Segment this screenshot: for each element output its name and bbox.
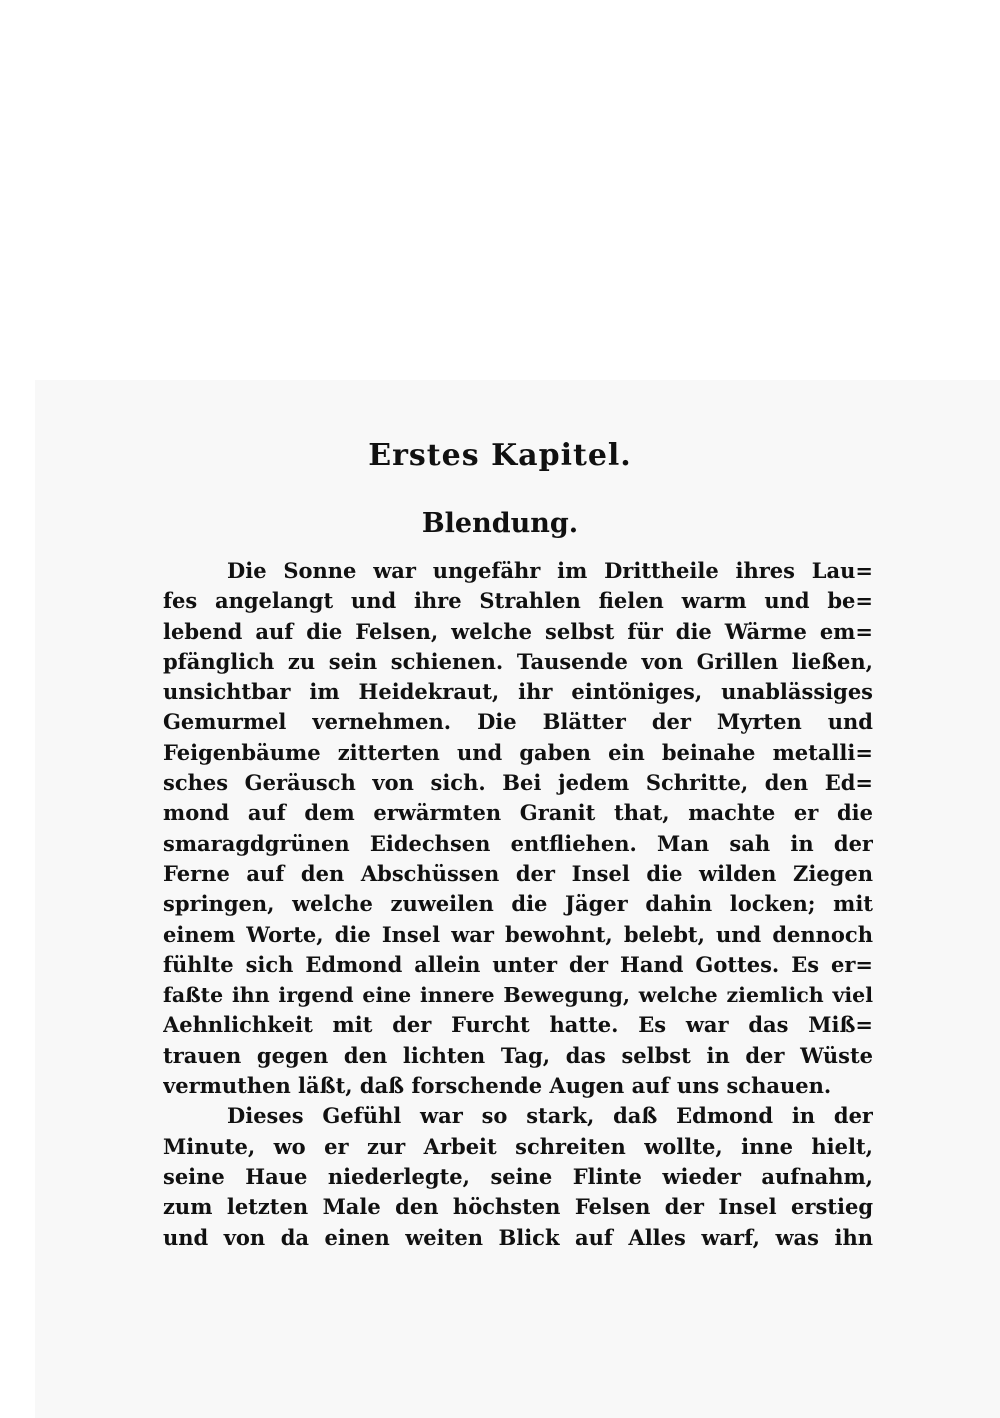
text-line: lebend auf die Felsen, welche selbst für die Wärme em= [163,618,873,644]
text-line: Dieses Gefühl war so stark, daß Edmond in der [227,1103,873,1129]
text-line: Minute, wo er zur Arbeit schreiten wollte, inne hielt, [163,1133,873,1159]
text-line: Ferne auf den Abschüssen der Insel die wilden Ziegen [163,860,873,886]
text-line: seine Haue niederlegte, seine Flinte wieder aufnahm, [163,1163,873,1189]
text-line: faßte ihn irgend eine innere Bewegung, welche ziemlich viel [163,983,873,1008]
text-line: Feigenbäume zitterten und gaben ein beinahe metalli= [163,739,873,765]
body-text [163,556,873,1253]
text-line: unsichtbar im Heidekraut, ihr eintöniges, unablässiges [163,679,873,705]
chapter-title: Erstes Kapitel. [368,438,632,473]
text-line: einem Worte, die Insel war bewohnt, belebt, und dennoch [163,921,873,947]
chapter-subtitle: Blendung. [421,508,579,539]
text-line: und von da einen weiten Blick auf Alles warf, was ihn [163,1224,873,1250]
text-line: springen, welche zuweilen die Jäger dahin locken; mit [163,891,873,917]
text-line: trauen gegen den lichten Tag, das selbst in der Wüste [163,1042,873,1068]
text-line: vermuthen läßt, daß forschende Augen auf uns schauen. [163,1073,832,1099]
text-line: smaragdgrünen Eidechsen entfliehen. Man sah in der [163,830,873,856]
text-line: Gemurmel vernehmen. Die Blätter der Myrten und [163,709,873,735]
text-line: fes angelangt und ihre Strahlen fielen warm und be= [163,588,873,614]
text-line: fühlte sich Edmond allein unter der Hand Gottes. Es er= [163,951,873,977]
text-line: pfänglich zu sein schienen. Tausende von Grillen ließen, [163,648,873,674]
text-line: sches Geräusch von sich. Bei jedem Schritte, den Ed= [163,770,873,796]
text-line: zum letzten Male den höchsten Felsen der Insel erstieg [163,1194,873,1220]
text-line: Aehnlichkeit mit der Furcht hatte. Es war das Miß= [163,1012,873,1038]
text-line: mond auf dem erwärmten Granit that, machte er die [163,800,873,826]
text-line: Die Sonne war ungefähr im Drittheile ihres Lau= [227,558,873,583]
